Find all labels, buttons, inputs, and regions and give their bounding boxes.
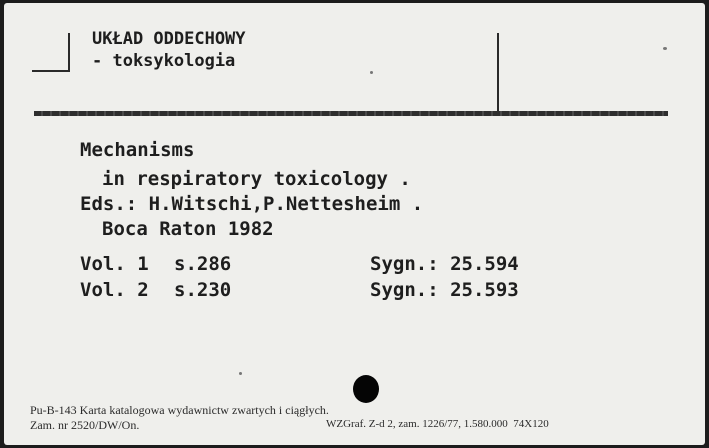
dust-speck xyxy=(370,71,373,74)
catalog-card xyxy=(4,3,705,445)
entry-editors: Eds.: H.Witschi,P.Nettesheim . xyxy=(80,193,424,215)
footer-order-number: Zam. nr 2520/DW/On. xyxy=(30,418,140,432)
dust-speck xyxy=(663,47,667,50)
header-bracket-horizontal xyxy=(32,70,70,72)
footer-form-line: Pu-B-143 Karta katalogowa wydawnictw zwartych i ciągłych. xyxy=(30,403,329,417)
header-bracket-vertical xyxy=(68,33,70,71)
volume-1-signature: Sygn.: 25.594 xyxy=(370,253,519,275)
volume-1-label: Vol. 1 xyxy=(80,253,149,275)
entry-publication: Boca Raton 1982 xyxy=(102,218,274,240)
volume-1-pages: s.286 xyxy=(174,253,232,275)
subject-heading: UKŁAD ODDECHOWY xyxy=(92,29,246,49)
punch-hole xyxy=(353,375,379,403)
subject-subheading: - toksykologia xyxy=(92,51,236,71)
header-right-divider xyxy=(497,33,499,111)
volume-2-label: Vol. 2 xyxy=(80,279,149,301)
entry-subtitle: in respiratory toxicology . xyxy=(102,168,411,190)
dust-speck xyxy=(239,372,242,375)
volume-2-signature: Sygn.: 25.593 xyxy=(370,279,519,301)
footer-printer-info: WZGraf. Z-d 2, zam. 1226/77, 1.580.000 74X120 xyxy=(326,418,549,430)
volume-2-pages: s.230 xyxy=(174,279,232,301)
separator-rule xyxy=(34,111,668,116)
entry-title: Mechanisms xyxy=(80,139,195,161)
